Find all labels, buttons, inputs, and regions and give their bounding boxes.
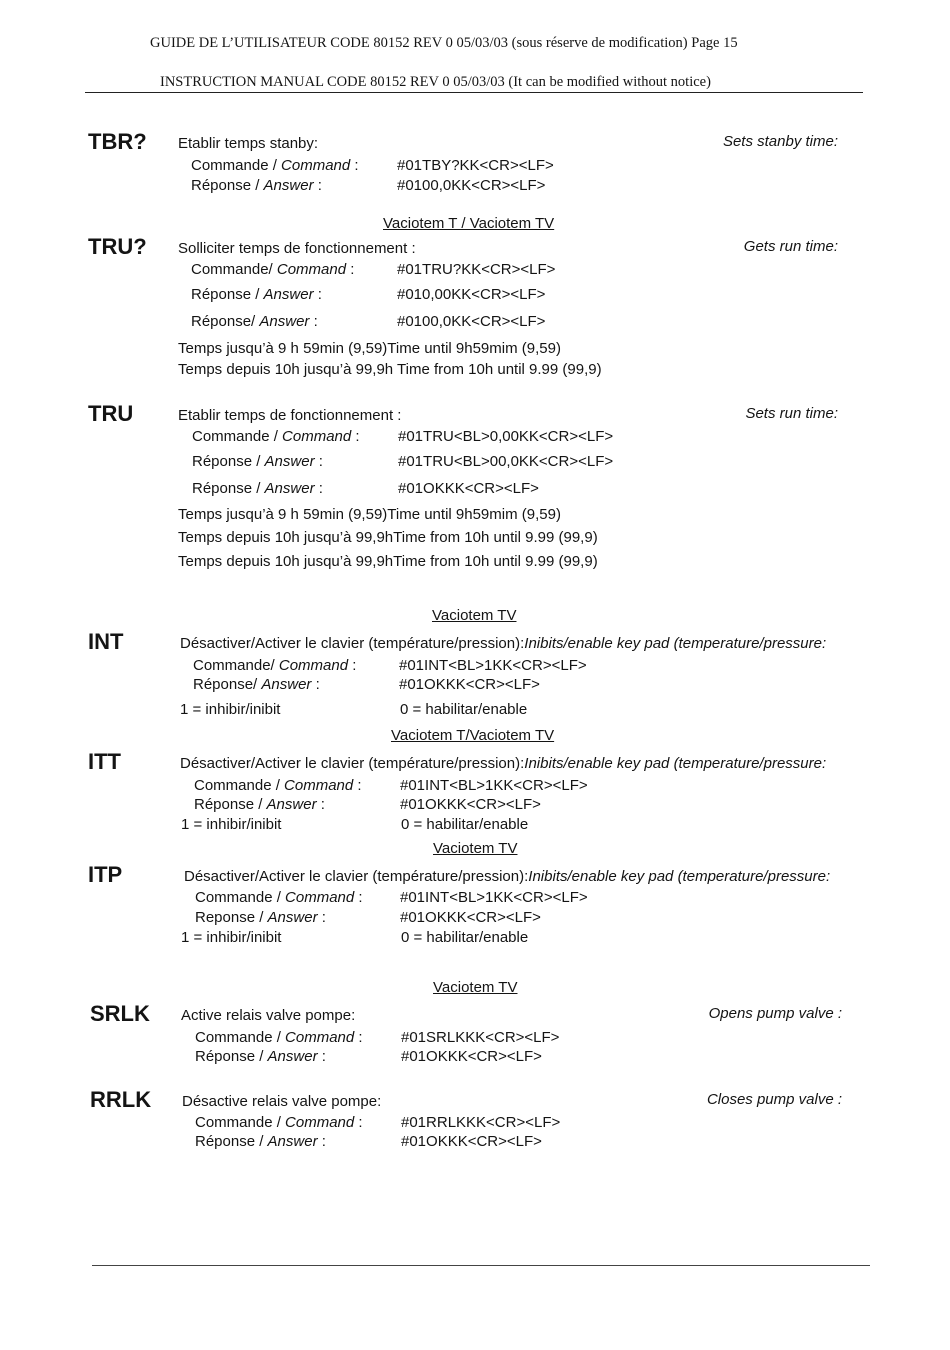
command-row [191, 157, 554, 174]
answer-row [193, 676, 540, 693]
command-row [195, 1029, 560, 1046]
label-en: Command [285, 1029, 355, 1046]
label-en: Command [281, 157, 351, 174]
option-row [181, 929, 529, 946]
header-line-fr: GUIDE DE L’UTILISATEUR CODE 80152 REV 0 05/03/03 (sous réserve de modification) Page 15 [150, 35, 738, 51]
version-heading: Vaciotem TV [433, 979, 518, 996]
label-en: Answer [264, 480, 315, 497]
description [184, 868, 830, 885]
description-en: Inibits/enable key pad (temperature/pressure: [528, 868, 831, 885]
label-en: Answer [261, 676, 312, 693]
footer-rule [92, 1265, 870, 1266]
label-en: Answer [267, 1133, 318, 1150]
label-en: Answer [267, 909, 318, 926]
answer-value: #01OKKK<CR><LF> [401, 1133, 542, 1150]
command-value: #01INT<BL>1KK<CR><LF> [400, 889, 588, 906]
command-code: INT [88, 629, 124, 654]
label-en: Answer [266, 796, 317, 813]
label-colon: : [317, 1133, 326, 1150]
label-fr: Commande/ [193, 657, 279, 674]
label-en: Command [285, 1114, 355, 1131]
label-colon: : [317, 1048, 326, 1065]
command-value: #01INT<BL>1KK<CR><LF> [399, 657, 587, 674]
answer-value: #010,00KK<CR><LF> [397, 286, 546, 303]
answer-row [192, 453, 614, 470]
label-fr: Réponse / [195, 1133, 268, 1150]
command-value: #01INT<BL>1KK<CR><LF> [400, 777, 588, 794]
label-colon: : [313, 177, 322, 194]
label-en: Command [285, 889, 355, 906]
option-inhibit: 1 = inhibir/inibit [180, 701, 281, 718]
label-colon: : [354, 1029, 363, 1046]
label-fr: Commande / [195, 1029, 286, 1046]
label-fr: Réponse/ [193, 676, 262, 693]
label-en: Command [282, 428, 352, 445]
label-fr: Reponse / [195, 909, 268, 926]
description-en: Sets run time: [745, 405, 838, 422]
option-enable: 0 = habilitar/enable [401, 929, 529, 946]
command-row [191, 261, 556, 278]
answer-value: #01TRU<BL>00,0KK<CR><LF> [398, 453, 614, 470]
command-code: RRLK [90, 1087, 152, 1112]
label-fr: Réponse / [191, 286, 264, 303]
answer-row [191, 177, 546, 194]
description-en: Sets stanby time: [722, 133, 838, 150]
answer-value: #0100,0KK<CR><LF> [397, 177, 546, 194]
label-fr: Commande / [195, 1114, 286, 1131]
command-code: TRU? [88, 234, 147, 259]
label-en: Answer [267, 1048, 318, 1065]
description-fr: Désactiver/Activer le clavier (température/pression): [180, 635, 525, 652]
command-value: #01TRU<BL>0,00KK<CR><LF> [398, 428, 614, 445]
label-colon: : [314, 453, 323, 470]
label-colon: : [316, 796, 325, 813]
option-inhibit: 1 = inhibir/inibit [181, 816, 282, 833]
command-value: #01TRU?KK<CR><LF> [397, 261, 556, 278]
description-fr: Désactiver/Activer le clavier (température/pression): [184, 868, 529, 885]
note: Temps jusqu’à 9 h 59min (9,59)Time until 9h59mim (9,59) [178, 340, 561, 357]
description-fr: Désactive relais valve pompe: [182, 1093, 382, 1110]
label-en: Command [276, 261, 347, 278]
description-fr: Solliciter temps de fonctionnement : [178, 240, 416, 257]
answer-row [191, 313, 546, 330]
description-fr: Etablir temps de fonctionnement : [178, 407, 402, 424]
answer-row [195, 909, 541, 926]
label-colon: : [314, 480, 323, 497]
label-colon: : [354, 889, 363, 906]
label-fr: Réponse/ [191, 313, 260, 330]
label-fr: Commande / [195, 889, 286, 906]
label-fr: Réponse / [195, 1048, 268, 1065]
label-colon: : [354, 1114, 363, 1131]
version-heading: Vaciotem TV [432, 607, 517, 624]
description-fr: Etablir temps stanby: [178, 135, 319, 152]
version-heading: Vaciotem TV [433, 840, 518, 857]
answer-row [195, 1133, 542, 1150]
command-value: #01SRLKKK<CR><LF> [401, 1029, 560, 1046]
description-en: Opens pump valve : [708, 1005, 842, 1022]
label-fr: Réponse / [194, 796, 267, 813]
answer-value: #01OKKK<CR><LF> [398, 480, 539, 497]
command-row [195, 889, 588, 906]
command-value: #01TBY?KK<CR><LF> [397, 157, 554, 174]
label-fr: Commande / [194, 777, 285, 794]
answer-row [192, 480, 539, 497]
command-code: TBR? [88, 129, 147, 154]
label-colon: : [309, 313, 318, 330]
label-fr: Réponse / [191, 177, 264, 194]
label-colon: : [348, 657, 357, 674]
command-row [192, 428, 614, 445]
option-enable: 0 = habilitar/enable [401, 816, 529, 833]
option-inhibit: 1 = inhibir/inibit [181, 929, 282, 946]
label-colon: : [311, 676, 320, 693]
label-colon: : [350, 157, 359, 174]
option-row [180, 701, 528, 718]
label-colon: : [346, 261, 355, 278]
answer-value: #0100,0KK<CR><LF> [397, 313, 546, 330]
label-colon: : [313, 286, 322, 303]
answer-value: #01OKKK<CR><LF> [400, 909, 541, 926]
note: Temps depuis 10h jusqu’à 99,9hTime from 10h until 9.99 (99,9) [178, 529, 598, 546]
label-colon: : [353, 777, 362, 794]
description-en: Gets run time: [743, 238, 838, 255]
command-row [193, 657, 587, 674]
description [180, 635, 826, 652]
header-line-en: INSTRUCTION MANUAL CODE 80152 REV 0 05/03/03 (It can be modified without notice) [160, 74, 711, 90]
description-fr: Active relais valve pompe: [181, 1007, 356, 1024]
label-fr: Commande / [192, 428, 283, 445]
label-en: Answer [264, 453, 315, 470]
version-heading: Vaciotem T/Vaciotem TV [391, 727, 555, 744]
label-fr: Commande/ [191, 261, 277, 278]
command-code: SRLK [90, 1001, 150, 1026]
command-code: TRU [88, 401, 134, 426]
label-en: Answer [263, 177, 314, 194]
note: Temps depuis 10h jusqu’à 99,9hTime from 10h until 9.99 (99,9) [178, 553, 598, 570]
option-enable: 0 = habilitar/enable [400, 701, 528, 718]
label-en: Command [284, 777, 354, 794]
answer-row [191, 286, 546, 303]
answer-value: #01OKKK<CR><LF> [399, 676, 540, 693]
label-colon: : [317, 909, 326, 926]
label-en: Command [278, 657, 349, 674]
description-en: Inibits/enable key pad (temperature/pressure: [524, 755, 827, 772]
description-en: Inibits/enable key pad (temperature/pressure: [524, 635, 827, 652]
answer-value: #01OKKK<CR><LF> [401, 1048, 542, 1065]
note: Temps depuis 10h jusqu’à 99,9h Time from 10h until 9.99 (99,9) [178, 361, 602, 378]
note: Temps jusqu’à 9 h 59min (9,59)Time until 9h59mim (9,59) [178, 506, 561, 523]
label-fr: Réponse / [192, 453, 265, 470]
description [180, 755, 826, 772]
header-rule [85, 92, 863, 93]
command-value: #01RRLKKK<CR><LF> [401, 1114, 561, 1131]
label-fr: Commande / [191, 157, 282, 174]
answer-value: #01OKKK<CR><LF> [400, 796, 541, 813]
answer-row [194, 796, 541, 813]
label-en: Answer [263, 286, 314, 303]
command-row [194, 777, 588, 794]
label-fr: Réponse / [192, 480, 265, 497]
description-fr: Désactiver/Activer le clavier (température/pression): [180, 755, 525, 772]
option-row [181, 816, 529, 833]
command-row [195, 1114, 561, 1131]
label-en: Answer [259, 313, 310, 330]
label-colon: : [351, 428, 360, 445]
command-code: ITP [88, 862, 123, 887]
command-code: ITT [88, 749, 121, 774]
version-heading: Vaciotem T / Vaciotem TV [383, 215, 555, 232]
description-en: Closes pump valve : [706, 1091, 842, 1108]
answer-row [195, 1048, 542, 1065]
